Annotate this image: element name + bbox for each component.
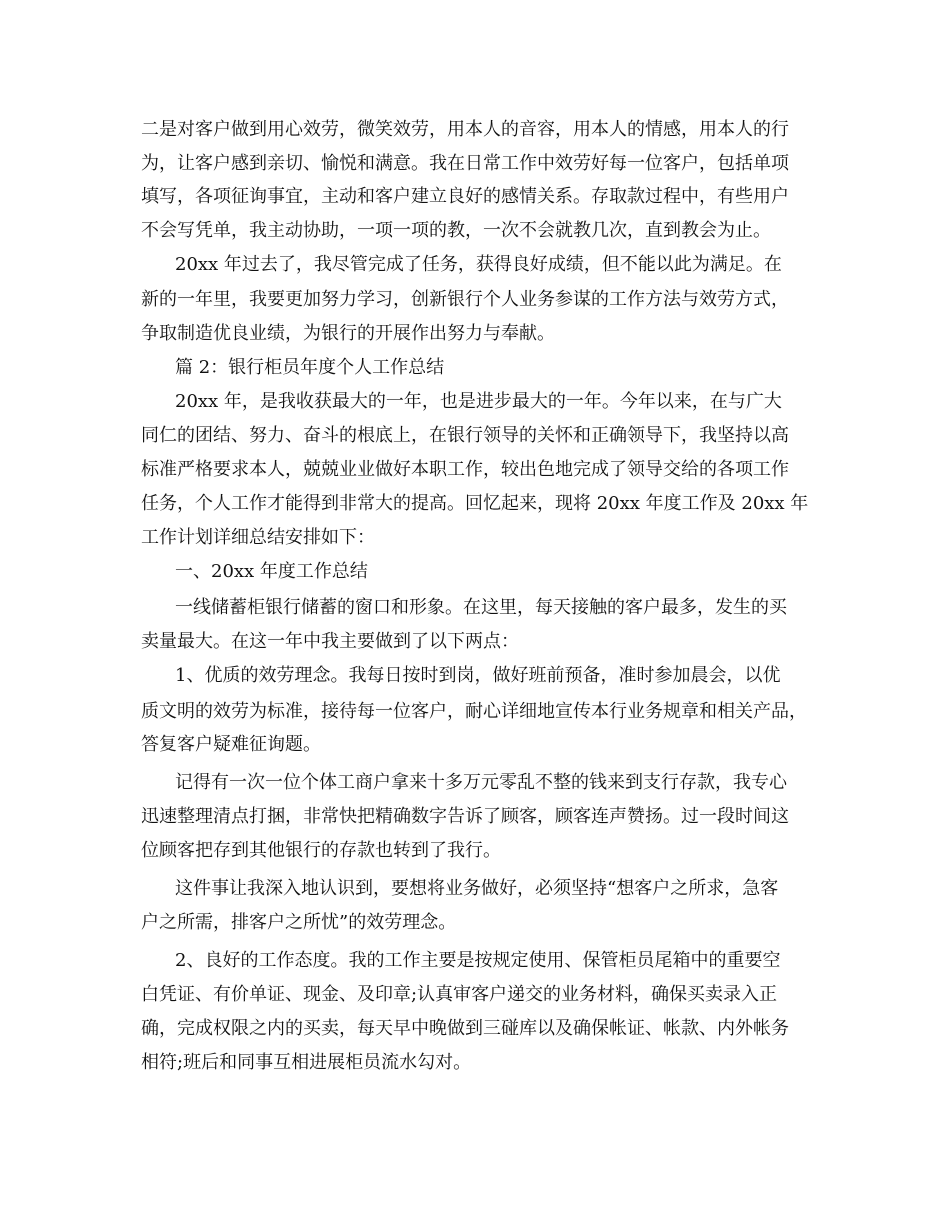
text-line: 这件事让我深入地认识到，要想将业务做好，必须坚持“想客户之所求，急客	[175, 878, 779, 899]
text-line: 卖量最大。在这一年中我主要做到了以下两点：	[141, 631, 519, 652]
text-line: 二是对客户做到用心效劳，微笑效劳，用本人的音容，用本人的情感，用本人的行	[141, 119, 789, 140]
text-line: 2、良好的工作态度。我的工作主要是按规定使用、保管柜员尾箱中的重要空	[175, 950, 781, 971]
text-line: 新的一年里，我要更加努力学习，创新银行个人业务参谋的工作方法与效劳方式，	[141, 289, 789, 310]
text-line: 白凭证、有价单证、现金、及印章;认真审客户递交的业务材料，确保买卖录入正	[141, 984, 778, 1005]
text-line: 位顾客把存到其他银行的存款也转到了我行。	[141, 840, 501, 861]
text-line: 工作计划详细总结安排如下：	[141, 527, 375, 548]
text-line: 20xx 年过去了，我尽管完成了任务，获得良好成绩，但不能以此为满足。在	[175, 254, 782, 275]
text-line: 一线储蓄柜银行储蓄的窗口和形象。在这里，每天接触的客户最多，发生的买	[175, 597, 787, 618]
text-line: 质文明的效劳为标准，接待每一位客户，耐心详细地宣传本行业务规章和相关产品，	[141, 701, 807, 722]
text-line: 同仁的团结、努力、奋斗的根底上，在银行领导的关怀和正确领导下，我坚持以高	[141, 425, 789, 446]
text-line: 标准严格要求本人，兢兢业业做好本职工作，较出色地完成了领导交给的各项工作	[141, 459, 789, 480]
text-line: 填写，各项征询事宜，主动和客户建立良好的感情关系。存取款过程中，有些用户	[141, 186, 789, 207]
text-line: 户之所需，排客户之所忧”的效劳理念。	[141, 912, 457, 933]
text-line: 答复客户疑难征询题。	[141, 734, 321, 755]
text-line: 为，让客户感到亲切、愉悦和满意。我在日常工作中效劳好每一位客户，包括单项	[141, 153, 789, 174]
text-line: 确，完成权限之内的买卖，每天早中晚做到三碰库以及确保帐证、帐款、内外帐务	[141, 1018, 789, 1039]
text-line: 记得有一次一位个体工商户拿来十多万元零乱不整的钱来到支行存款，我专心	[175, 772, 787, 793]
text-line: 20xx 年，是我收获最大的一年，也是进步最大的一年。今年以来，在与广大	[175, 391, 782, 412]
text-line: 任务，个人工作才能得到非常大的提高。回忆起来，现将 20xx 年度工作及 20xx 年	[141, 493, 809, 514]
text-line: 迅速整理清点打捆，非常快把精确数字告诉了顾客，顾客连声赞扬。过一段时间这	[141, 806, 789, 827]
text-line: 相符;班后和同事互相进展柜员流水勾对。	[141, 1052, 472, 1073]
text-line: 不会写凭单，我主动协助，一项一项的教，一次不会就教几次，直到教会为止。	[141, 220, 771, 241]
text-line: 争取制造优良业绩，为银行的开展作出努力与奉献。	[141, 323, 555, 344]
text-line: 1、优质的效劳理念。我每日按时到岗，做好班前预备，准时参加晨会，以优	[175, 665, 781, 686]
section-heading: 篇 2：银行柜员年度个人工作总结	[175, 357, 445, 378]
subsection-heading: 一、20xx 年度工作总结	[175, 561, 368, 582]
